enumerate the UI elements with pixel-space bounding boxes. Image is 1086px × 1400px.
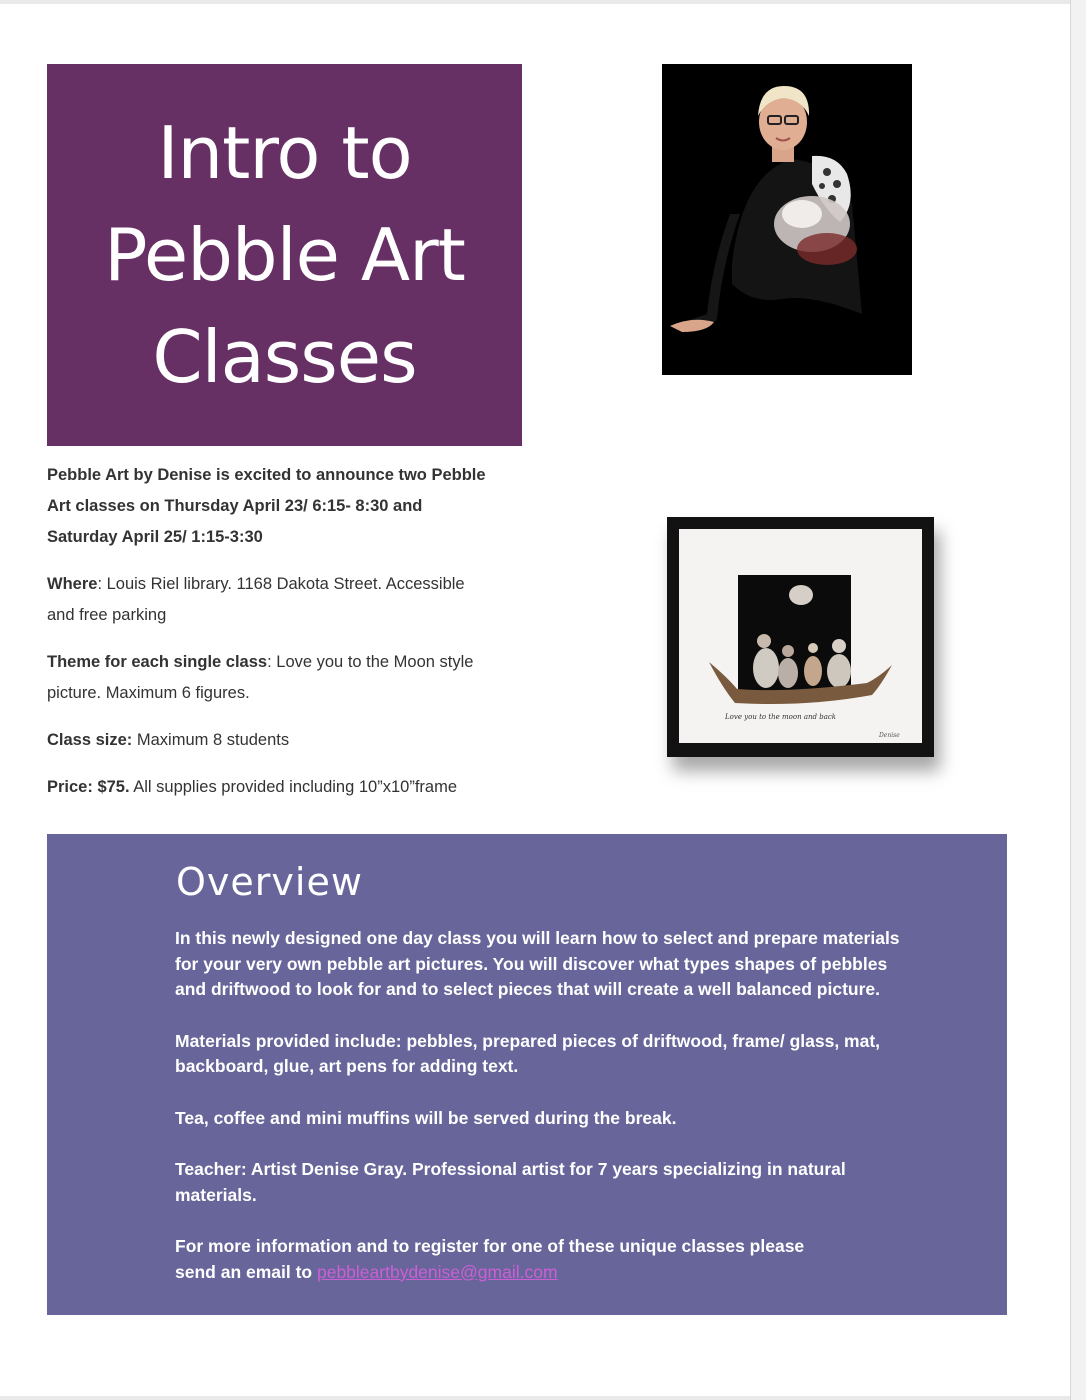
page-scroll-edge — [1070, 0, 1086, 1400]
theme-label: Theme for each single class — [47, 653, 268, 671]
class-size-info — [47, 725, 547, 756]
overview-paragraph-2: Materials provided include: pebbles, prepared pieces of driftwood, frame/ glass, mat, backboard, glue, art pens for adding text. — [175, 1030, 881, 1076]
overview-paragraph-1: In this newly designed one day class you will learn how to select and prepare materials for your very own pebble art pictures. You will discover what types shapes of pebbles and driftwood to look for and to select pieces that will create a well balanced picture. — [175, 928, 900, 999]
portrait-illustration — [662, 64, 912, 375]
overview-paragraph-4: Teacher: Artist Denise Gray. Professional artist for 7 years specializing in natural materials. — [175, 1159, 846, 1205]
artwork-signature: Denise — [879, 732, 900, 739]
title-line-3: Classes — [152, 315, 417, 399]
overview-section — [47, 834, 1007, 1315]
contact-line-1: For more information and to register for one of these unique classes please — [175, 1236, 805, 1256]
announcement — [47, 460, 547, 553]
where-info — [47, 569, 547, 631]
where-label: Where — [47, 575, 98, 593]
class-size-label: Class size: — [47, 731, 133, 749]
announcement-line-1: Pebble Art by Denise is excited to announce two Pebble — [47, 466, 486, 484]
announcement-line-2: Art classes on Thursday April 23/ 6:15- 8:30 and — [47, 497, 423, 515]
class-details — [47, 460, 547, 819]
contact-prefix: send an email to — [175, 1261, 317, 1282]
title-line-2: Pebble Art — [104, 213, 465, 297]
email-link[interactable]: pebbleartbydenise@gmail.com — [316, 1261, 558, 1282]
title-banner — [47, 64, 522, 446]
artist-portrait-photo — [662, 64, 912, 375]
theme-info — [47, 647, 547, 709]
overview-body — [175, 926, 905, 1311]
pebble-art-framed-photo — [667, 517, 934, 757]
title-line-1: Intro to — [157, 111, 412, 195]
price-label: Price: $75. — [47, 778, 130, 796]
overview-paragraph-3: Tea, coffee and mini muffins will be served during the break. — [175, 1107, 677, 1128]
class-size-text: Maximum 8 students — [132, 731, 290, 749]
theme-text-1: : Love you to the Moon style — [267, 653, 474, 671]
price-text: All supplies provided including 10”x10”frame — [129, 778, 457, 796]
announcement-line-3: Saturday April 25/ 1:15-3:30 — [47, 528, 263, 546]
price-info — [47, 772, 547, 803]
where-text-2: and free parking — [47, 606, 167, 624]
pebble-art-illustration — [667, 517, 934, 757]
overview-heading: Overview — [176, 860, 363, 904]
theme-text-2: picture. Maximum 6 figures. — [47, 684, 250, 702]
artwork-inscription: Love you to the moon and back — [725, 713, 837, 721]
where-text-1: : Louis Riel library. 1168 Dakota Street. Accessible — [97, 575, 465, 593]
overview-paragraph-5 — [175, 1234, 905, 1285]
page-title — [104, 102, 465, 408]
